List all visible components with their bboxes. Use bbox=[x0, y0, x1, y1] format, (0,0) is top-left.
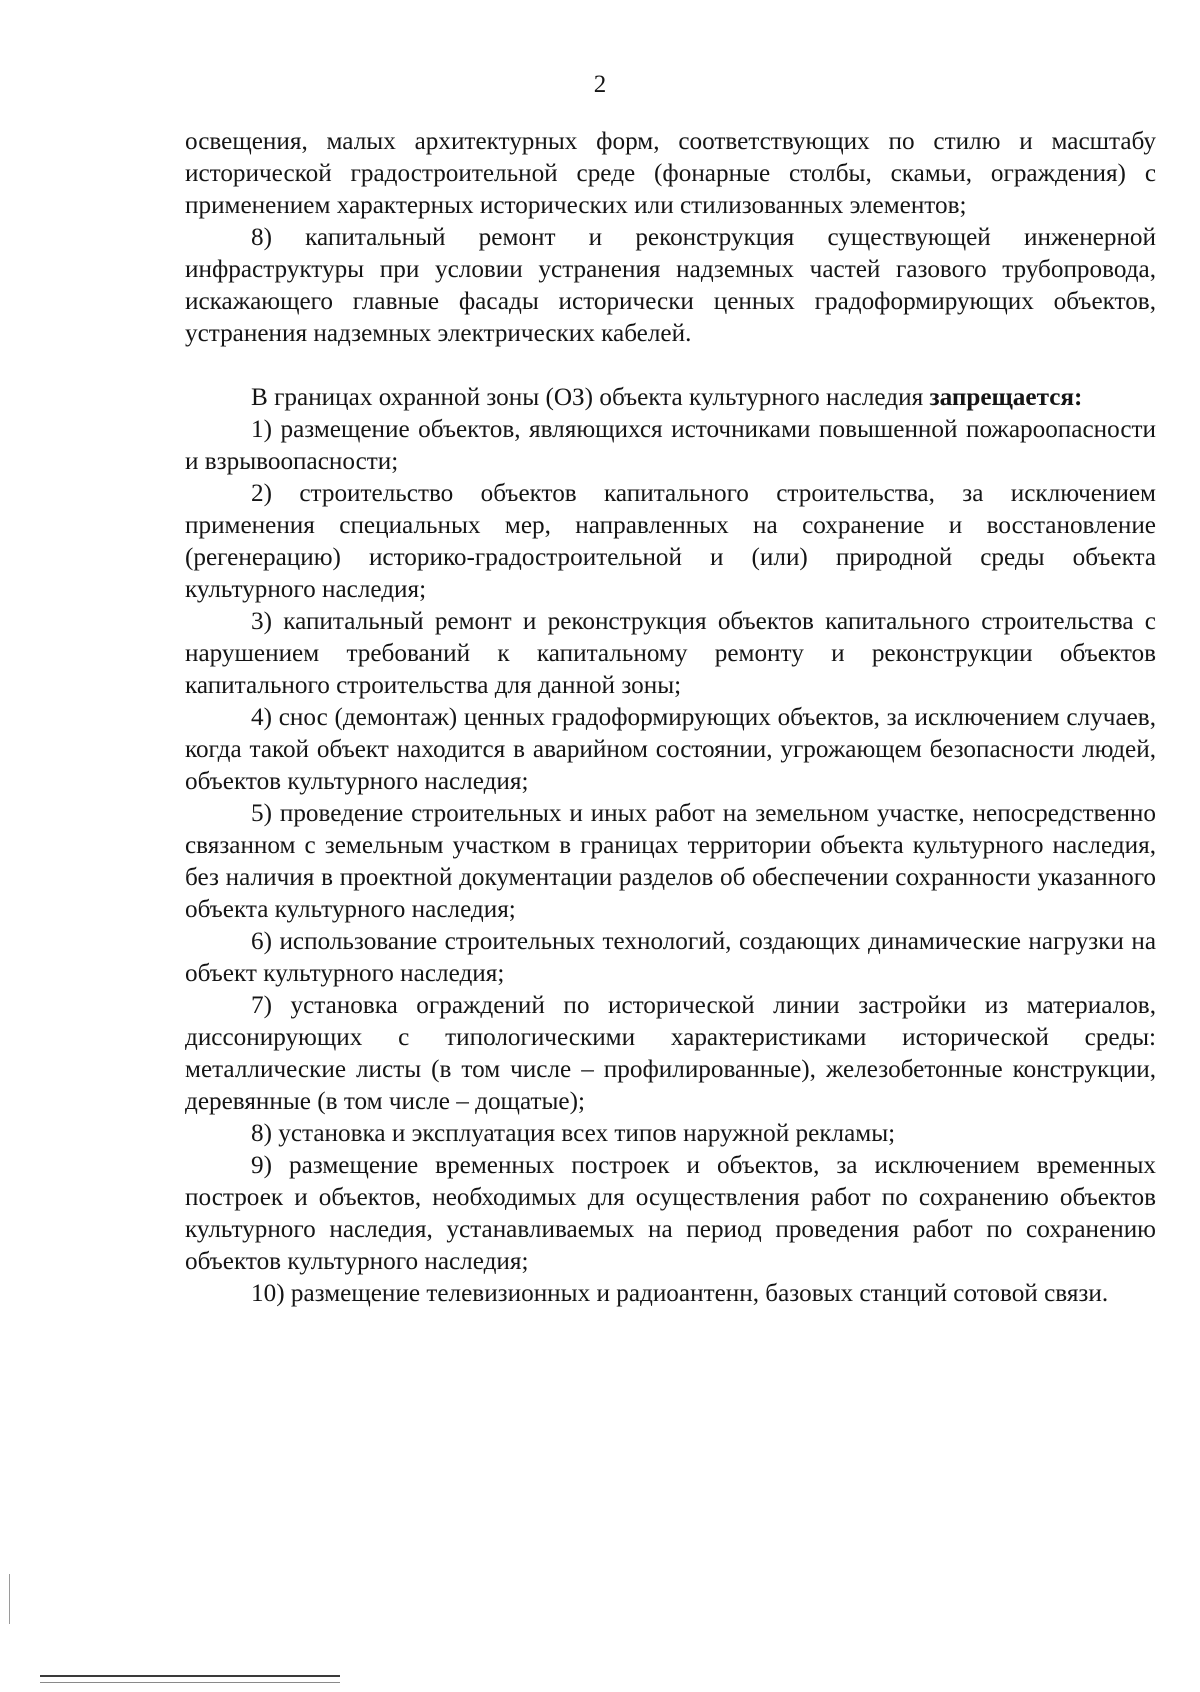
list-item-4: 4) снос (демонтаж) ценных градоформирующих объектов, за исключением случаев, когда такой объект находится в аварийном состоянии, угрожающем безопасности людей, объектов культурного наследия; bbox=[185, 704, 1156, 795]
section-intro-bold: запрещается: bbox=[929, 384, 1083, 411]
list-item-8: 8) установка и эксплуатация всех типов наружной рекламы; bbox=[251, 1120, 896, 1147]
page-number: 2 bbox=[593, 71, 607, 98]
list-item-9: 9) размещение временных построек и объектов, за исключением временных построек и объектов, необходимых для осуществления работ по сохранению объектов культурного наследия, устанавливаемых на период проведения работ по сохранению объектов культурного наследия; bbox=[185, 1152, 1156, 1275]
list-item-top-8: 8) капитальный ремонт и реконструкция существующей инженерной инфраструктуры при условии устранения надземных частей газового трубопровода, искажающего главные фасады исторически ценных градоформирующих объектов, устранения надземных электрических кабелей. bbox=[185, 224, 1156, 347]
paragraph-continuation: освещения, малых архитектурных форм, соответствующих по стилю и масштабу исторической градостроительной среде (фонарные столбы, скамьи, ограждения) с применением характерных исторических или стилизованных элементов; bbox=[185, 128, 1156, 219]
scan-margin-mark bbox=[9, 1574, 10, 1624]
list-item-5: 5) проведение строительных и иных работ на земельном участке, непосредственно связанном с земельным участком в границах территории объекта культурного наследия, без наличия в проектной документации разделов об обеспечении сохранности указанного объекта культурного наследия; bbox=[185, 800, 1156, 923]
list-item-2: 2) строительство объектов капитального строительства, за исключением применения специальных мер, направленных на сохранение и восстановление (регенерацию) историко-градостроительной и (или) природной среды объекта культурного наследия; bbox=[185, 480, 1156, 603]
list-item-6: 6) использование строительных технологий, создающих динамические нагрузки на объект культурного наследия; bbox=[185, 928, 1156, 987]
list-item-10: 10) размещение телевизионных и радиоантенн, базовых станций сотовой связи. bbox=[251, 1280, 1109, 1307]
section-intro bbox=[185, 382, 1156, 414]
list-item-1: 1) размещение объектов, являющихся источниками повышенной пожароопасности и взрывоопасности; bbox=[185, 416, 1156, 475]
document-body bbox=[185, 126, 1156, 1310]
bottom-scan-rule-thin bbox=[40, 1682, 340, 1683]
list-item-3: 3) капитальный ремонт и реконструкция объектов капитального строительства с нарушением требований к капитальному ремонту и реконструкции объектов капитального строительства для данной зоны; bbox=[185, 608, 1156, 699]
list-item-7: 7) установка ограждений по исторической линии застройки из материалов, диссонирующих с типологическими характеристиками исторической среды: металлические листы (в том числе – профилированные), железобетонные конструкции, деревянные (в том числе – дощатые); bbox=[185, 992, 1156, 1115]
bottom-scan-rule bbox=[40, 1675, 340, 1677]
section-intro-text: В границах охранной зоны (ОЗ) объекта культурного наследия bbox=[251, 384, 924, 411]
